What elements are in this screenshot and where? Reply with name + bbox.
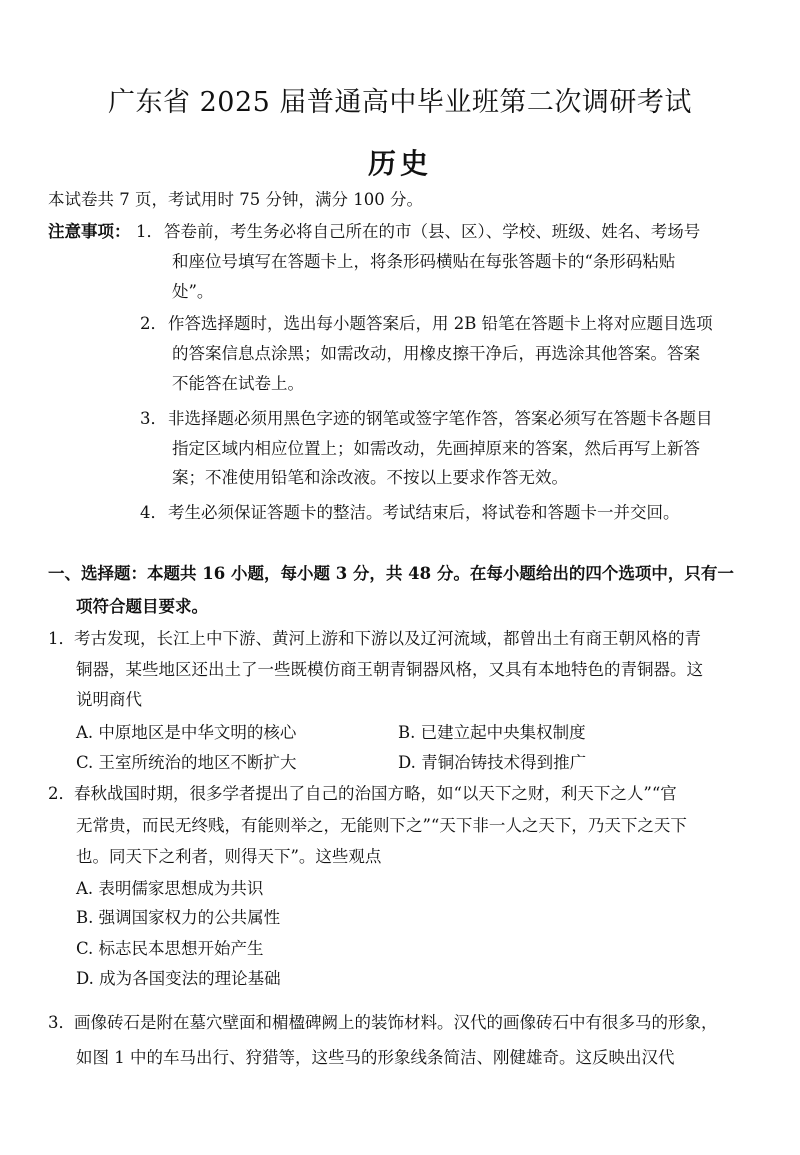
option-d: D. 青铜冶铸技术得到推广 [398, 753, 587, 772]
question-stem-line: 无常贵，而民无终贱，有能则举之，无能则下之”“天下非一人之天下，乃天下之天下 [76, 816, 687, 835]
note-number: 2． [140, 314, 167, 333]
note-text-line: 作答选择题时，选出每小题答案后，用 2B 铅笔在答题卡上将对应题目选项 [168, 314, 713, 333]
option-d: D. 成为各国变法的理论基础 [76, 969, 281, 988]
section-heading: 一、选择题：本题共 16 小题，每小题 3 分，共 48 分。在每小题给出的四个选项中，只有一 [48, 564, 734, 583]
page-title: 广东省 2025 届普通高中毕业班第二次调研考试 [108, 87, 692, 118]
option-a: A. 表明儒家思想成为共识 [76, 879, 264, 898]
exam-intro: 本试卷共 7 页，考试用时 75 分钟，满分 100 分。 [48, 190, 423, 209]
note-text-line: 不能答在试卷上。 [172, 374, 304, 393]
question-stem-line: 如图 1 中的车马出行、狩猎等，这些马的形象线条简洁、刚健雄奇。这反映出汉代 [76, 1048, 675, 1067]
note-text-line: 的答案信息点涂黑；如需改动，用橡皮擦干净后，再选涂其他答案。答案 [172, 344, 700, 363]
note-number: 1． [136, 222, 163, 241]
option-c: C. 标志民本思想开始产生 [76, 939, 264, 958]
question-stem-line: 春秋战国时期，很多学者提出了自己的治国方略，如“以天下之财，利天下之人”“官 [74, 784, 677, 803]
question-stem-line: 说明商代 [76, 690, 142, 709]
notes-label: 注意事项： [48, 222, 131, 241]
note-text-line: 答卷前，考生务必将自己所在的市（县、区）、学校、班级、姓名、考场号 [164, 222, 701, 241]
question-stem-line: 铜器，某些地区还出土了一些既模仿商王朝青铜器风格，又具有本地特色的青铜器。这 [76, 660, 703, 679]
note-text-line: 案；不准使用铅笔和涂改液。不按以上要求作答无效。 [172, 468, 568, 487]
question-stem-line: 也。同天下之利者，则得天下”。这些观点 [76, 847, 382, 866]
section-heading-cont: 项符合题目要求。 [76, 597, 208, 616]
question-stem-line: 画像砖石是附在墓穴壁面和楣楹碑阙上的装饰材料。汉代的画像砖石中有很多马的形象， [74, 1013, 718, 1032]
note-text-line: 指定区域内相应位置上；如需改动，先画掉原来的答案，然后再写上新答 [172, 439, 700, 458]
option-c: C. 王室所统治的地区不断扩大 [76, 753, 297, 772]
note-number: 3． [140, 409, 167, 428]
note-text-line: 处”。 [172, 282, 214, 301]
subject-title: 历史 [367, 147, 432, 180]
question-stem-line: 考古发现，长江上中下游、黄河上游和下游以及辽河流域，都曾出土有商王朝风格的青 [74, 629, 701, 648]
note-text-line: 和座位号填写在答题卡上，将条形码横贴在每张答题卡的“条形码粘贴 [172, 252, 676, 271]
note-number: 4． [140, 503, 167, 522]
note-text-line: 非选择题必须用黑色字迹的钢笔或签字笔作答，答案必须写在答题卡各题目 [168, 409, 713, 428]
question-number: 3． [48, 1013, 75, 1032]
option-b: B. 已建立起中央集权制度 [398, 723, 586, 742]
option-b: B. 强调国家权力的公共属性 [76, 908, 281, 927]
question-number: 1． [48, 629, 75, 648]
question-number: 2． [48, 784, 75, 803]
option-a: A. 中原地区是中华文明的核心 [76, 723, 297, 742]
note-text-line: 考生必须保证答题卡的整洁。考试结束后，将试卷和答题卡一并交回。 [168, 503, 680, 522]
